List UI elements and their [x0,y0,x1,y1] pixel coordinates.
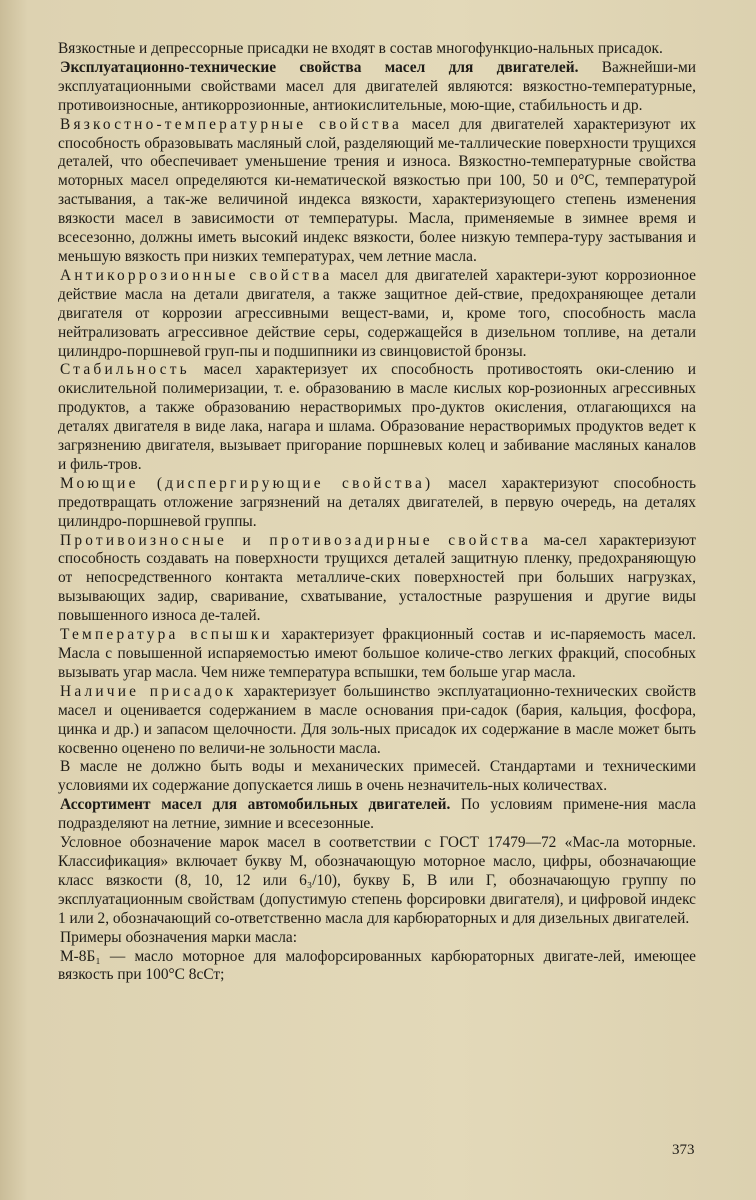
paragraph-examples-intro [58,929,696,948]
paragraph-text: Вязкостные и депрессорные присадки не входят в состав многофункцио-нальных присадок. [58,40,663,57]
term-stability: Стабильность [60,361,190,379]
paragraph-text: ма-сел характеризуют способность создавать на поверхности трущихся деталей защитную пленку, предохраняющую от непосредственного контакта металличе-ских поверхностей при больших нагрузках, вызывающих задир, сваривание, схватывание, усталостные разрушения и другие виды повышенного износа де-талей. [58,531,697,625]
section-heading-operational-properties: Эксплуатационно-технические свойства масел для двигателей. [60,58,579,76]
paragraph-detergent [58,475,696,532]
paragraph-text: Условное обозначение марок масел в соответствии с ГОСТ 17479—72 «Мас-ла моторные. Классификация» включает букву М, обозначающую моторное масло, цифры, обозначающие класс вязкости (8, 10, 12 или 6₃/10), букву Б, В или Г, обозначающую группу по эксплуатационным свойствам (допустимую степень форсировки двигателя), и цифровой индекс 1 или 2, обозначающий со-ответственно масла для карбюраторных и для дизельных двигателей. [58,834,696,927]
paragraph-designation [58,834,696,929]
page-number: 373 [672,1142,695,1158]
paragraph-operational-properties [58,59,696,116]
paragraph-text: характеризует большинство эксплуатационно-технических свойств масел и оценивается содержанием в масле основания при-садок (бария, кальция, фосфора, цинка и др.) и запасом щелочности. Для золь-ных присадок их содержание в масле может быть косвенно оценено по величи-не зольности масла. [58,682,696,757]
paragraph-flash-point [58,626,696,683]
term-viscosity-temperature: Вязкостно-температурные свойства [60,115,403,133]
paragraph-example-m8b1 [58,948,696,986]
paragraph-water-impurities [58,758,696,796]
page-body [58,40,696,985]
term-anticorrosion: Антикоррозионные свойства [60,266,333,284]
paragraph-text: В масле не должно быть воды и механических примесей. Стандартами и техническими условиями их содержание допускается лишь в очень незначитель-ных количествах. [58,758,696,795]
paragraph-text: масел характеризуют способность предотвращать отложение загрязнений на деталях двигателей, в первую очередь, на деталях цилиндро-поршневой группы. [58,474,696,530]
paragraph-text: характеризует фракционный состав и ис-паряемость масел. Масла с повышенной испаряемостью имеют большое количе-ство легких фракций, способных вызывать угар масла. Чем ниже температура вспышки, тем больше угар масла. [58,626,697,681]
paragraph-stability [58,361,696,474]
paragraph-text: М-8Б₁ — масло моторное для малофорсированных карбюраторных двигате-лей, имеющее вязкость при 100°С 8сСт; [58,947,696,984]
paragraph-viscosity-temperature [58,116,696,267]
paragraph-text: Важнейши-ми эксплуатационными свойствами масел для двигателей являются: вязкостно-температурные, противоизносные, антикоррозионные, антиокислительные, мою-щие, стабильность и др. [58,58,696,114]
paragraph-anticorrosion [58,267,696,362]
paragraph-text: масел характеризует их способность противостоять оки-слению и окислительной полимеризации, т. е. образованию в масле кислых кор-розионных агрессивных продуктов, а также образованию нерастворимых про-дуктов окисления, отлагающихся на деталях двигателя в виде лака, нагара и шлама. Образование нерастворимых продуктов ведет к загрязнению двигателя, вызывает пригорание поршневых колец и забивание масляных каналов и филь-тров. [58,361,696,473]
paragraph-assortment [58,796,696,834]
paragraph-antiwear [58,532,696,627]
term-detergent: Моющие (диспергирующие свойства) [60,474,434,492]
paragraph-text: масел для двигателей характери-зуют коррозионное действие масла на детали двигателя, а также защитное дей-ствие, предохраняющее детали двигателя от коррозии агрессивными вещест-вами, и, кроме того, способность масла нейтрализовать агрессивное действие серы, содержащейся в дизельном топливе, на детали цилиндро-поршневой груп-пы и подшипники из свинцовистой бронзы. [58,266,697,360]
section-heading-assortment: Ассортимент масел для автомобильных двигателей. [60,796,451,814]
paragraph-text: Примеры обозначения марки масла: [60,928,298,946]
paragraph-additives-note [58,40,696,59]
term-flash-point: Температура вспышки [60,626,273,644]
paragraph-text: масел для двигателей характеризуют их способность образовывать масляный слой, разделяющий ме-таллические поверхности трущихся деталей, что обеспечивает уменьшение трения и износа. Вязкостно-температурные свойства моторных масел определяются ки-нематической вязкостью при 100, 50 и 0°С, температурой застывания, а так-же величиной индекса вязкости, характеризующего степень изменения вязкости масел в зависимости от температуры. Масла, применяемые в зимнее время и всесезонно, должны иметь высокий индекс вязкости, более низкую темпера-туру застывания и меньшую вязкость при низких температурах, чем летние масла. [58,115,697,265]
paragraph-text: По условиям примене-ния масла подразделяют на летние, зимние и всесезонные. [58,796,696,833]
term-additives: Наличие присадок [60,682,237,700]
term-antiwear: Противоизносные и противозадирные свойства [60,531,532,549]
paragraph-additives [58,683,696,759]
